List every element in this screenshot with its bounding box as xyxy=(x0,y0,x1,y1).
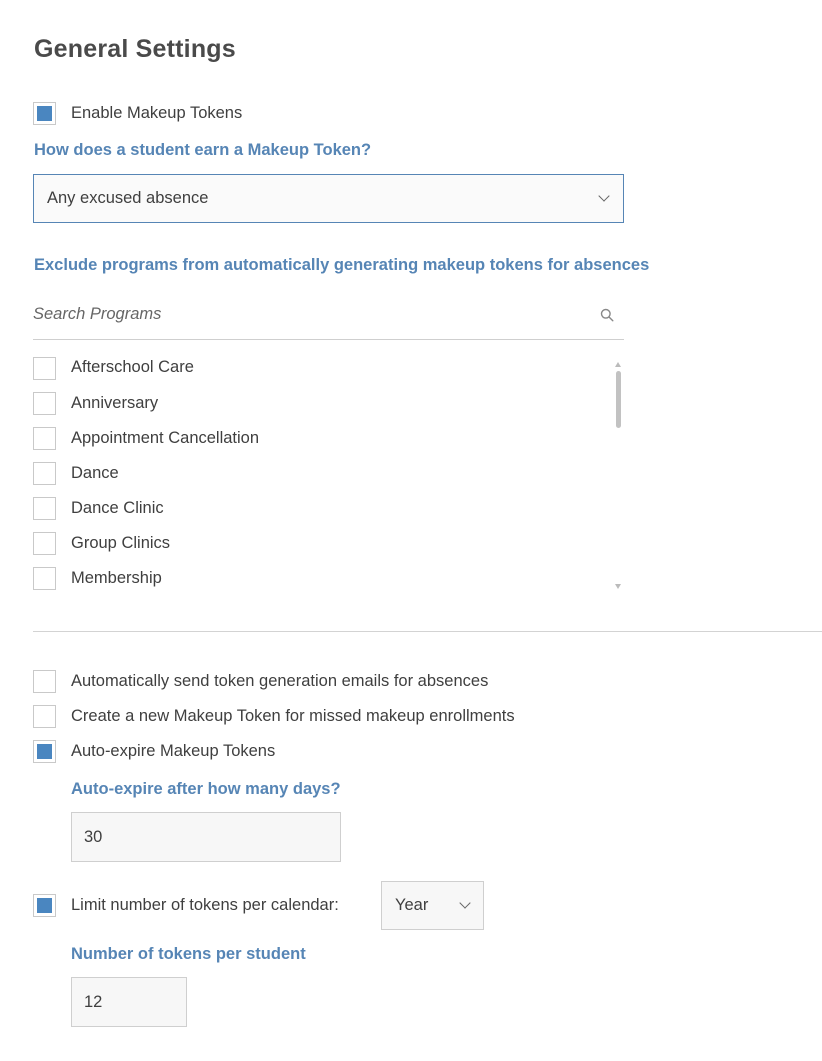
program-label: Membership xyxy=(71,569,162,587)
exclude-programs-label: Exclude programs from automatically generating makeup tokens for absences xyxy=(34,256,650,274)
chevron-down-icon xyxy=(598,190,609,201)
tokens-per-student-input[interactable] xyxy=(71,977,187,1027)
program-label: Group Clinics xyxy=(71,534,171,552)
calendar-period-value: Year xyxy=(395,896,429,914)
missed-makeup-checkbox[interactable] xyxy=(33,705,56,728)
auto-email-checkbox[interactable] xyxy=(33,670,56,693)
program-checkbox-group-clinics[interactable] xyxy=(33,532,56,555)
program-checkbox-dance-clinic[interactable] xyxy=(33,497,56,520)
program-label: Anniversary xyxy=(71,394,159,412)
missed-makeup-label: Create a new Makeup Token for missed makeup enrollments xyxy=(71,707,515,725)
chevron-down-icon xyxy=(459,897,470,908)
program-list-scrollbar[interactable] xyxy=(616,371,621,428)
limit-tokens-label: Limit number of tokens per calendar: xyxy=(71,896,339,914)
enable-makeup-tokens-checkbox[interactable] xyxy=(33,102,56,125)
program-search xyxy=(33,298,624,340)
earn-method-value: Any excused absence xyxy=(47,189,209,207)
program-checkbox-appointment-cancellation[interactable] xyxy=(33,427,56,450)
program-checkbox-membership[interactable] xyxy=(33,567,56,590)
auto-expire-label: Auto-expire Makeup Tokens xyxy=(71,742,276,760)
program-checkbox-anniversary[interactable] xyxy=(33,392,56,415)
page-title: General Settings xyxy=(34,35,236,63)
limit-tokens-checkbox[interactable] xyxy=(33,894,56,917)
program-label: Appointment Cancellation xyxy=(71,429,260,447)
program-label: Dance Clinic xyxy=(71,499,164,517)
auto-expire-checkbox[interactable] xyxy=(33,740,56,763)
auto-email-label: Automatically send token generation emails for absences xyxy=(71,672,489,690)
search-programs-input[interactable] xyxy=(33,298,593,330)
expire-days-input[interactable] xyxy=(71,812,341,862)
calendar-period-select[interactable] xyxy=(381,881,484,930)
search-icon[interactable] xyxy=(600,308,614,322)
enable-makeup-tokens-label: Enable Makeup Tokens xyxy=(71,104,243,122)
program-checkbox-dance[interactable] xyxy=(33,462,56,485)
program-label: Dance xyxy=(71,464,119,482)
scroll-up-arrow-icon[interactable] xyxy=(615,362,621,367)
program-checkbox-afterschool-care[interactable] xyxy=(33,357,56,380)
section-divider xyxy=(33,631,822,632)
expire-days-label: Auto-expire after how many days? xyxy=(71,780,341,798)
tokens-per-student-label: Number of tokens per student xyxy=(71,945,306,963)
scroll-down-arrow-icon[interactable] xyxy=(615,584,621,589)
program-label: Afterschool Care xyxy=(71,358,194,376)
earn-method-select[interactable] xyxy=(33,174,624,223)
earn-question-label: How does a student earn a Makeup Token? xyxy=(34,141,372,159)
